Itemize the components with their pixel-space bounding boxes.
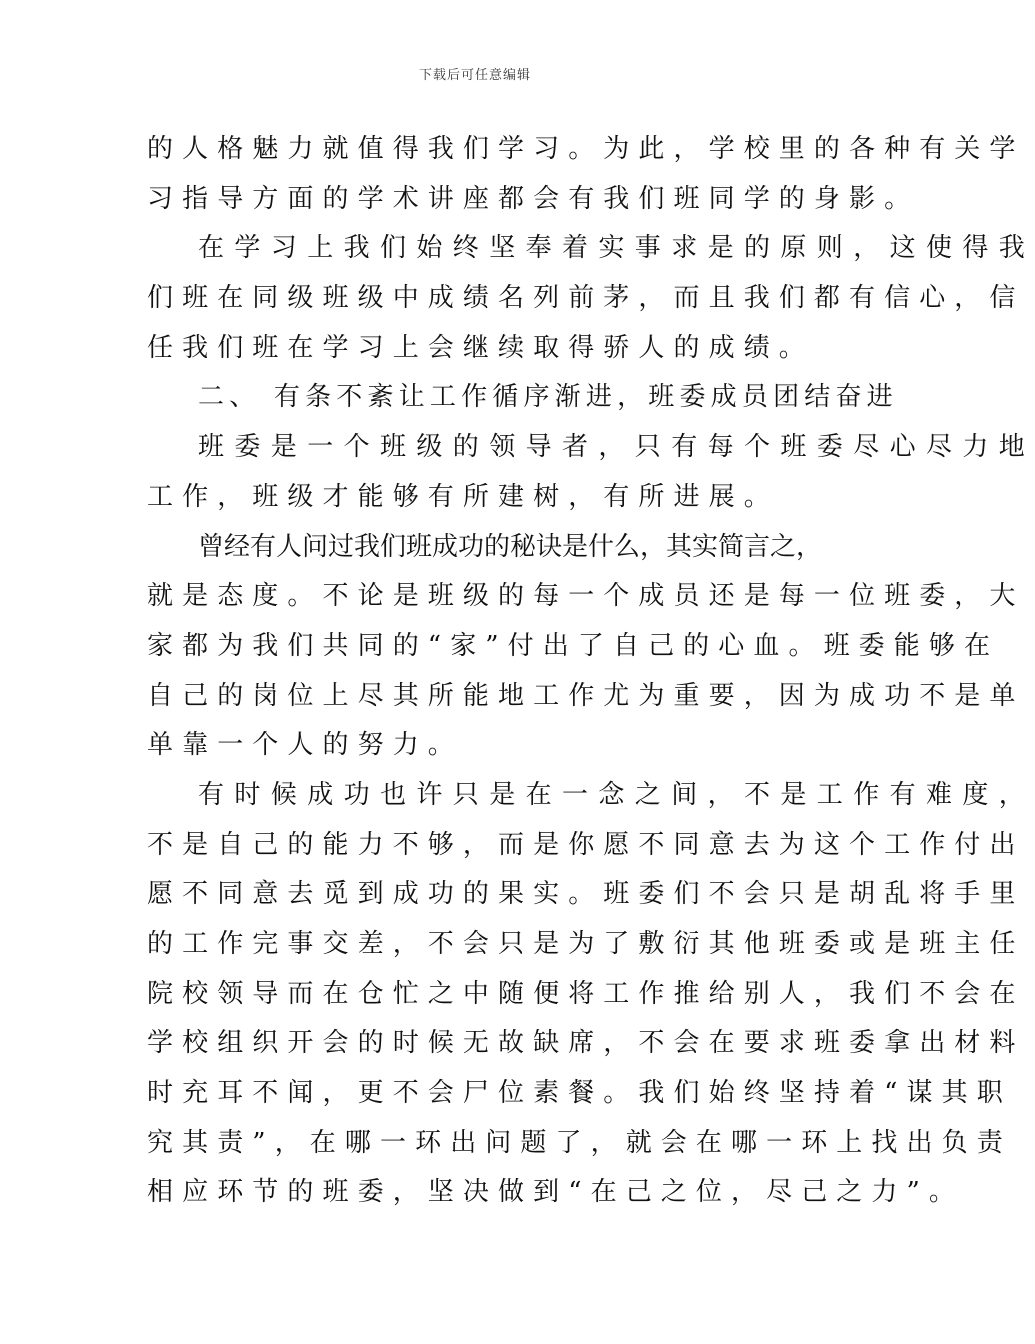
text-line: 家都为我们共同的“家”付出了自己的心血。班委能够在 [147, 630, 1000, 661]
text-line: 愿不同意去觅到成功的果实。班委们不会只是胡乱将手里 [147, 879, 1025, 910]
document-body [147, 125, 1035, 1218]
text-line: 有时候成功也许只是在一念之间，不是工作有难度， [198, 779, 1035, 810]
text-line: 院校领导而在仓忙之中随便将工作推给别人，我们不会在 [147, 978, 1025, 1009]
text-line: 究其责”，在哪一环出问题了，就会在哪一环上找出负责 [147, 1127, 1012, 1158]
text-line: 二、 有条不紊让工作循序渐进，班委成员团结奋进 [198, 382, 898, 413]
text-line: 们班在同级班级中成绩名列前茅，而且我们都有信心，信 [147, 283, 1025, 314]
text-line: 单靠一个人的努力。 [147, 730, 463, 761]
text-line: 班委是一个班级的领导者，只有每个班委尽心尽力地 [198, 432, 1035, 463]
text-line: 时充耳不闻，更不会尸位素餐。我们始终坚持着“谋其职 [147, 1078, 1012, 1109]
text-line: 就是态度。不论是班级的每一个成员还是每一位班委，大 [147, 581, 1025, 612]
text-line: 自己的岗位上尽其所能地工作尤为重要，因为成功不是单 [147, 680, 1025, 711]
text-line: 相应环节的班委，坚决做到“在己之位，尽己之力”。 [147, 1177, 964, 1208]
text-line: 在学习上我们始终坚奉着实事求是的原则，这使得我 [198, 233, 1035, 264]
text-line: 的人格魅力就值得我们学习。为此，学校里的各种有关学 [147, 134, 1025, 164]
page-header-note: 下载后可任意编辑 [418, 68, 531, 83]
text-line: 的工作完事交差，不会只是为了敷衍其他班委或是班主任 [147, 929, 1025, 959]
text-line: 学校组织开会的时候无故缺席，不会在要求班委拿出材料 [147, 1028, 1025, 1059]
text-line: 任我们班在学习上会继续取得骄人的成绩。 [147, 332, 814, 363]
text-line: 习指导方面的学术讲座都会有我们班同学的身影。 [147, 183, 920, 214]
text-line: 工作，班级才能够有所建树，有所进展。 [147, 481, 779, 512]
text-line: 曾经有人问过我们班成功的秘诀是什么，其实简言之， [198, 531, 823, 562]
text-line: 不是自己的能力不够，而是你愿不同意去为这个工作付出 [147, 829, 1025, 860]
